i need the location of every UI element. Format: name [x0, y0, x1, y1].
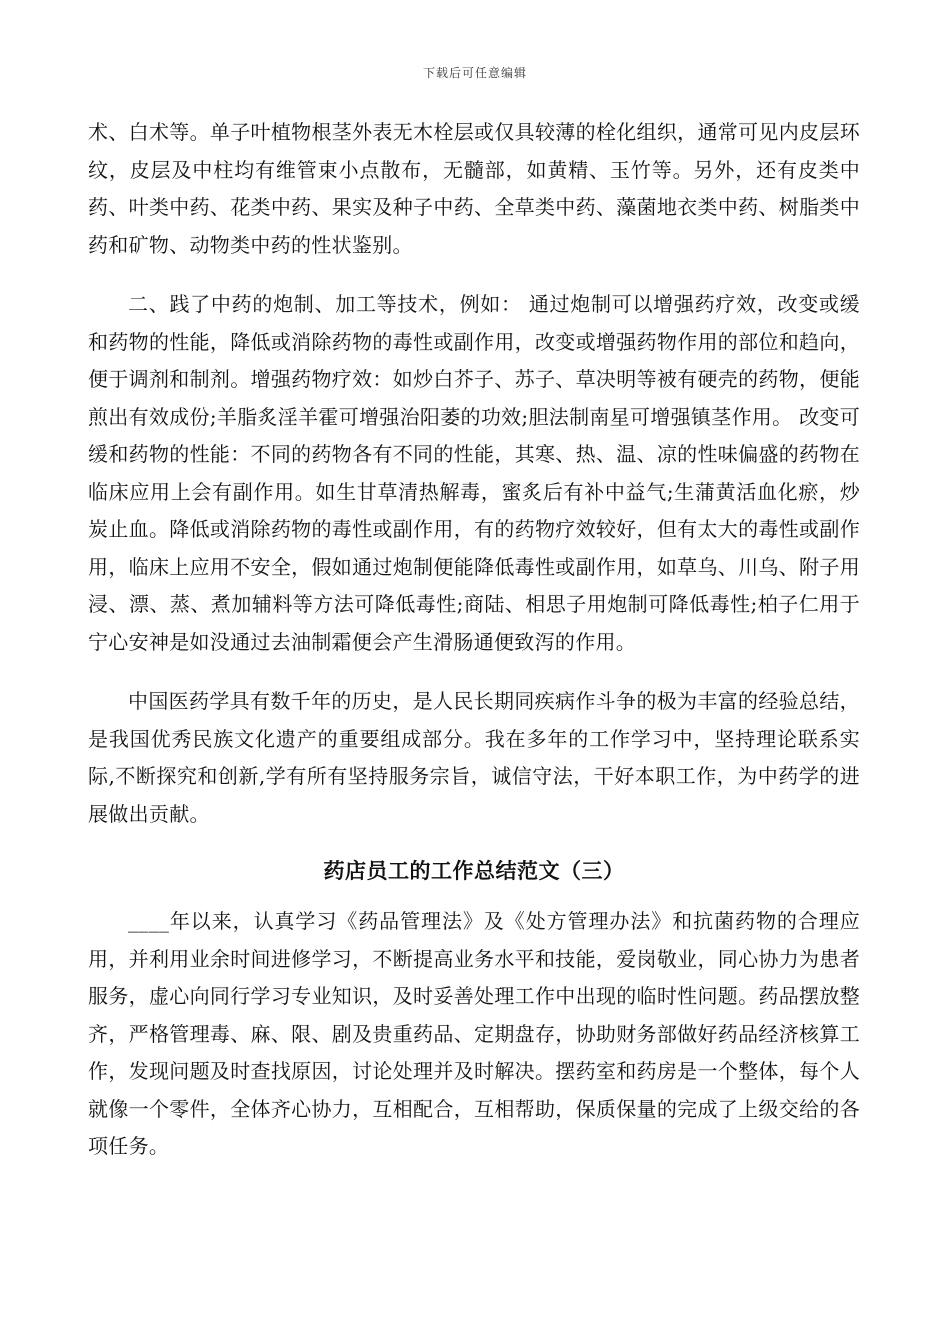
- paragraph-conclusion: 中国医药学具有数千年的历史，是人民长期同疾病作斗争的极为丰富的经验总结，是我国优秀民族文化遗产的重要组成部分。我在多年的工作学习中，坚持理论联系实际,不断探究和创新,学有所有坚持服务宗旨，诚信守法，干好本职工作，为中药学的进展做出贡献。: [88, 689, 860, 826]
- document-body: [88, 114, 860, 1166]
- paragraph-processing-techniques: 二、践了中药的炮制、加工等技术，例如： 通过炮制可以增强药疗效，改变或缓和药物的性能，降低或消除药物的毒性或副作用，改变或增强药物作用的部位和趋向，便于调剂和制剂。增强药物疗效：如炒白芥子、苏子、草决明等被有硬壳的药物，便能煎出有效成份;羊脂炙淫羊霍可增强治阳萎的功效;胆法制南星可增强镇茎作用。 改变可缓和药物的性能：不同的药物各有不同的性能，其寒、热、温、凉的性味偏盛的药物在临床应用上会有副作用。如生甘草清热解毒，蜜炙后有补中益气;生蒲黄活血化瘀，炒炭止血。降低或消除药物的毒性或副作用，有的药物疗效较好，但有太大的毒性或副作用，临床上应用不安全，假如通过炮制便能降低毒性或副作用，如草乌、川乌、附子用浸、漂、蒸、煮加辅料等方法可降低毒性;商陆、相思子用炮制可降低毒性;柏子仁用于宁心安神是如没通过去油制霜便会产生滑肠通便致泻的作用。: [88, 292, 860, 654]
- paragraph-continuation: 术、白术等。单子叶植物根茎外表无木栓层或仅具较薄的栓化组织，通常可见内皮层环纹，皮层及中柱均有维管束小点散布，无髓部，如黄精、玉竹等。另外，还有皮类中药、叶类中药、花类中药、果实及种子中药、全草类中药、藻菌地衣类中药、树脂类中药和矿物、动物类中药的性状鉴别。: [88, 120, 860, 257]
- section-title: 药店员工的工作总结范文（三）: [323, 858, 625, 883]
- header-note: 下载后可任意编辑: [422, 66, 527, 80]
- paragraph-summary-three: ____年以来，认真学习《药品管理法》及《处方管理办法》和抗菌药物的合理应用，并利用业余时间进修学习，不断提高业务水平和技能，爱岗敬业，同心协力为患者服务，虚心向同行学习专业知识，及时妥善处理工作中出现的临时性问题。药品摆放整齐，严格管理毒、麻、限、剧及贵重药品、定期盘存，协助财务部做好药品经济核算工作，发现问题及时查找原因，讨论处理并及时解决。摆药室和药房是一个整体，每个人就像一个零件，全体齐心协力，互相配合，互相帮助，保质保量的完成了上级交给的各项任务。: [88, 909, 860, 1158]
